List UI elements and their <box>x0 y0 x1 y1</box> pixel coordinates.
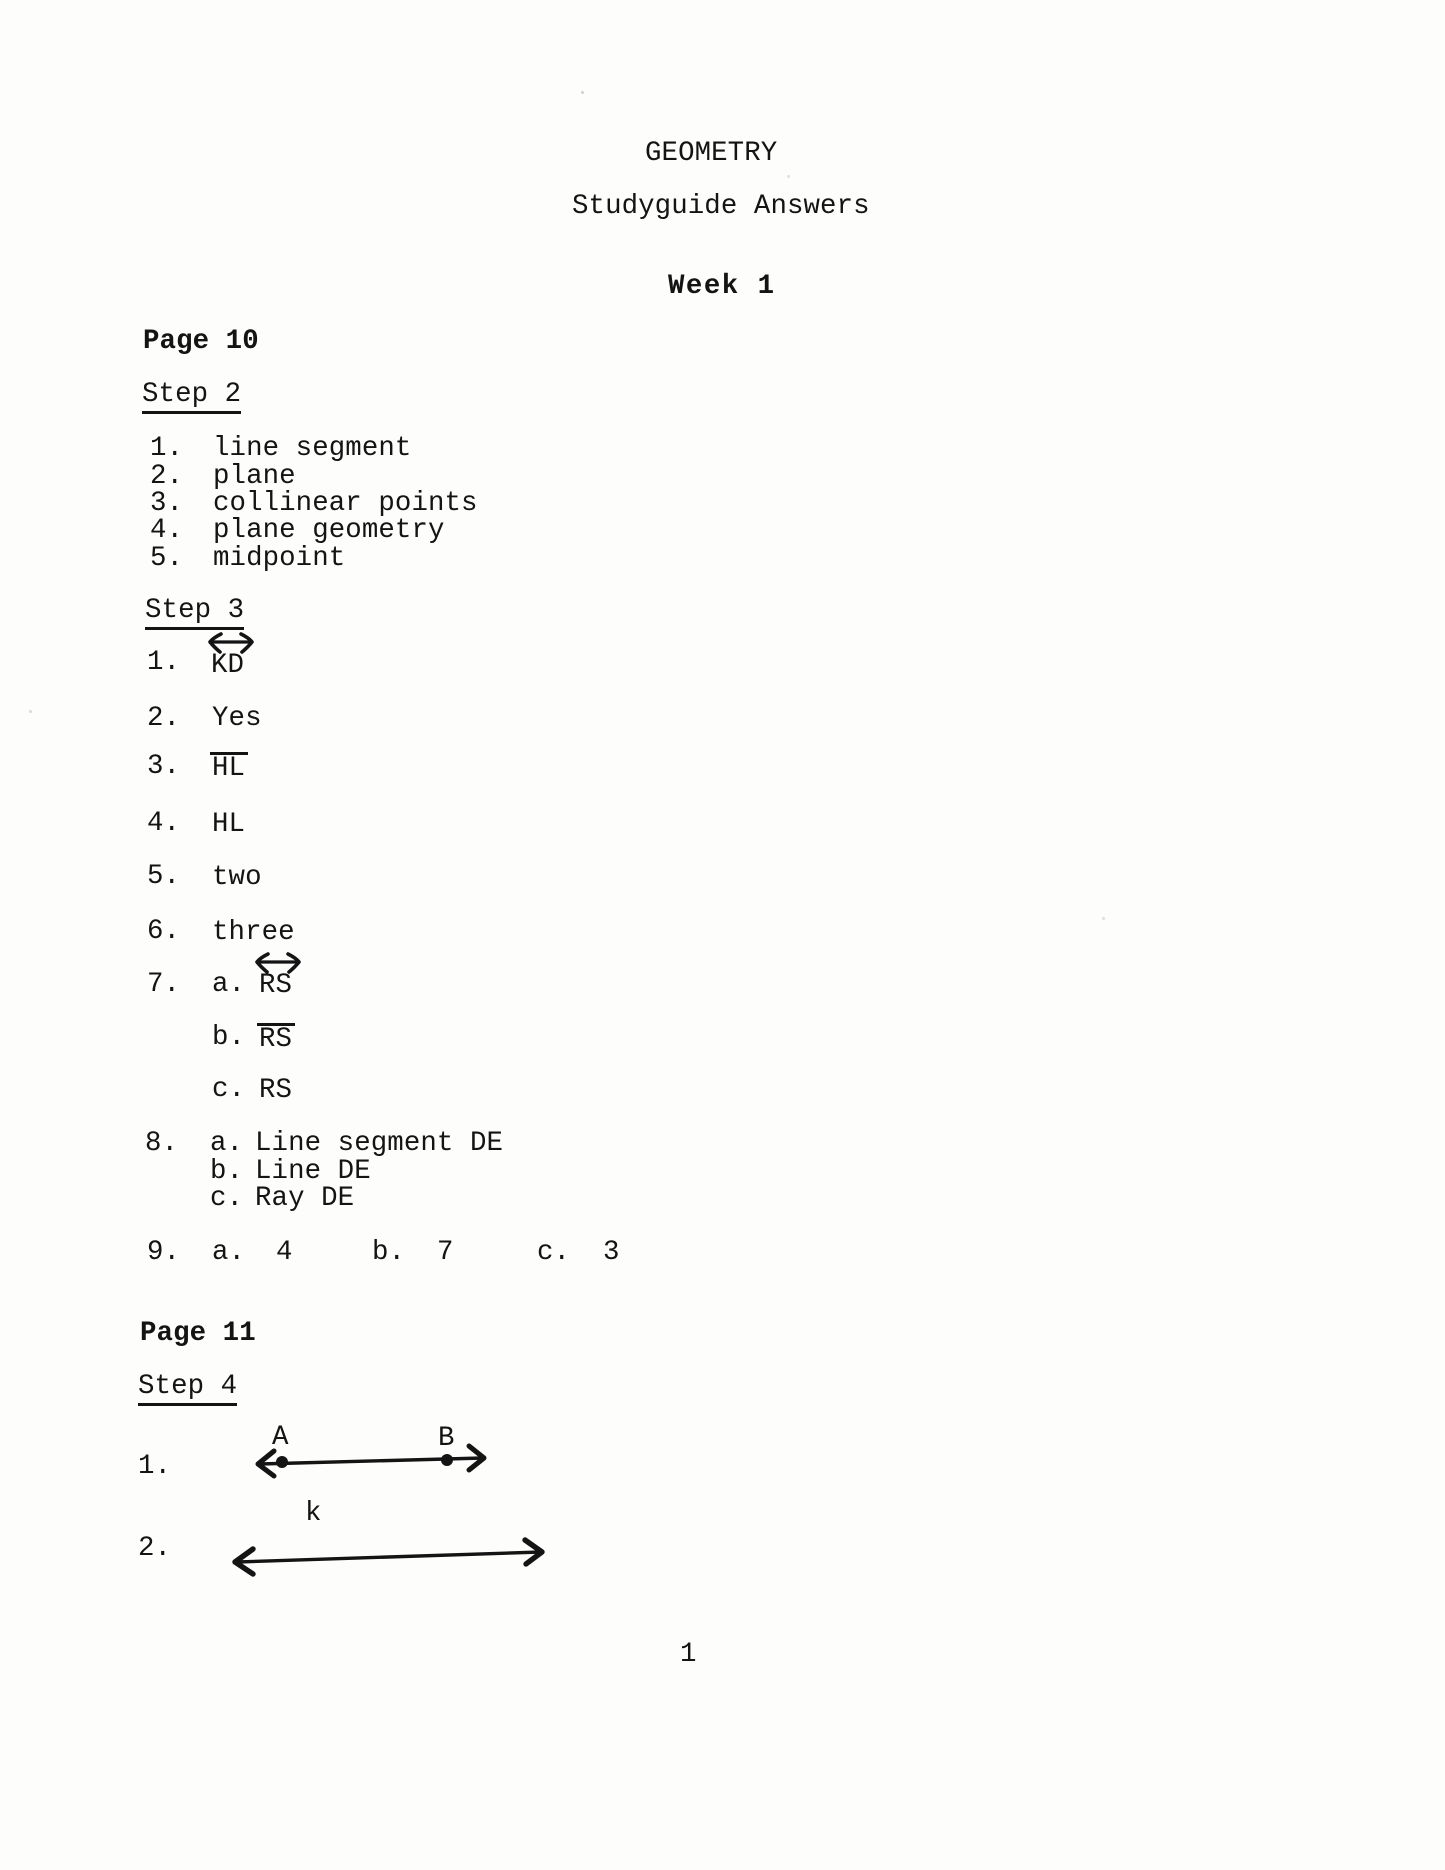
answer-text: line segment <box>213 433 412 464</box>
answer-number: 2. <box>147 703 181 734</box>
point-label-B: B <box>438 1423 455 1454</box>
step3-heading-label: Step 3 <box>145 597 244 630</box>
point-B-dot <box>441 1454 453 1466</box>
answer-value: 7 <box>437 1237 454 1268</box>
answer-text: plane <box>213 461 296 492</box>
sub-answer-letter: a. <box>212 1237 246 1268</box>
answer-number: 7. <box>147 969 181 1000</box>
answer-number: 2. <box>150 461 184 492</box>
answer-text: collinear points <box>213 488 478 519</box>
sub-answer-letter: c. <box>212 1074 246 1105</box>
scan-speck <box>581 91 584 94</box>
answer-text-segment-HL <box>212 755 245 782</box>
answer-text: Line segment DE <box>255 1128 504 1159</box>
answer-text: three <box>212 917 295 948</box>
page-title: GEOMETRY <box>645 138 778 169</box>
answer-text: Ray DE <box>255 1183 355 1214</box>
answer-number: 2. <box>138 1533 172 1564</box>
answer-text: midpoint <box>213 543 346 574</box>
scan-speck <box>787 175 790 178</box>
answer-number: 1. <box>150 433 184 464</box>
page-subtitle: Studyguide Answers <box>572 191 870 222</box>
line-shaft <box>237 1552 541 1562</box>
answer-number: 1. <box>147 647 181 678</box>
answer-number: 8. <box>145 1128 179 1159</box>
step3-heading <box>145 597 244 630</box>
answer-text: Yes <box>212 703 262 734</box>
sub-answer-letter: c. <box>537 1237 571 1268</box>
answer-text: HL <box>212 809 246 840</box>
answer-number: 5. <box>147 861 181 892</box>
answer-number: 4. <box>147 808 181 839</box>
answer-text-line-RS: RS <box>259 970 293 1001</box>
scan-speck <box>1102 917 1105 920</box>
sub-answer-letter: a. <box>212 969 246 1000</box>
step4-heading-label: Step 4 <box>138 1373 237 1406</box>
sub-answer-letter: b. <box>210 1156 244 1187</box>
answer-value: 4 <box>276 1237 293 1268</box>
answer-number: 3. <box>150 488 184 519</box>
scan-speck <box>29 710 32 713</box>
line-AB-diagram <box>250 1440 496 1486</box>
point-A-dot <box>276 1456 288 1468</box>
line-label-k: k <box>305 1498 322 1529</box>
answer-text: RS <box>259 1075 293 1106</box>
answer-number: 9. <box>147 1237 181 1268</box>
section-heading-page10: Page 10 <box>143 326 259 357</box>
answer-text: Line DE <box>255 1156 371 1187</box>
point-label-A: A <box>272 1422 289 1453</box>
sub-answer-letter: a. <box>210 1128 244 1159</box>
sub-answer-letter: b. <box>212 1022 246 1053</box>
step4-heading <box>138 1373 237 1406</box>
answer-number: 1. <box>138 1451 172 1482</box>
answer-text: plane geometry <box>213 515 445 546</box>
week-heading: Week 1 <box>668 271 776 302</box>
section-heading-page11: Page 11 <box>140 1318 256 1349</box>
answer-number: 4. <box>150 515 184 546</box>
overline-segment-notation: HL <box>212 753 246 784</box>
answer-number: 3. <box>147 751 181 782</box>
answer-text-segment-RS <box>259 1026 292 1053</box>
answer-text: two <box>212 862 262 893</box>
footer-page-number: 1 <box>680 1639 697 1670</box>
overline-segment-notation: RS <box>259 1024 293 1055</box>
answer-text-line-KD: KD <box>211 650 245 681</box>
line-k-diagram <box>228 1535 550 1581</box>
step2-heading-label: Step 2 <box>142 381 241 414</box>
sub-answer-letter: b. <box>372 1237 406 1268</box>
answer-number: 6. <box>147 916 181 947</box>
answer-number: 5. <box>150 543 184 574</box>
sub-answer-letter: c. <box>210 1183 244 1214</box>
answer-value: 3 <box>603 1237 620 1268</box>
step2-heading <box>142 381 241 414</box>
